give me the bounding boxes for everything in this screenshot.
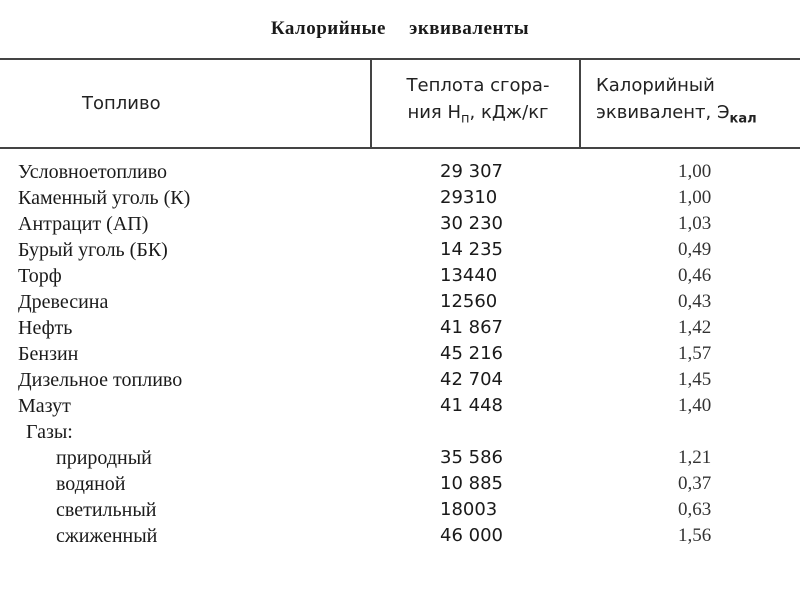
- cal-value: 1,56: [678, 525, 712, 546]
- column-header-heat-line2: [378, 99, 578, 133]
- table-row: [0, 187, 800, 213]
- table-body: [0, 161, 800, 551]
- cal-label: эквивалент, Э: [596, 102, 730, 123]
- fuel-name: Бензин: [18, 343, 79, 365]
- table-row: [0, 161, 800, 187]
- heat-value: 18003: [440, 499, 498, 520]
- table-row: [0, 265, 800, 291]
- table-row: [0, 239, 800, 265]
- fuel-name: Торф: [18, 265, 62, 287]
- column-header-calorific: [586, 72, 800, 133]
- heat-unit: , кДж/кг: [469, 102, 549, 123]
- table-row: [0, 447, 800, 473]
- table-row: [0, 369, 800, 395]
- heat-value: 46 000: [440, 525, 503, 546]
- cal-value: 0,37: [678, 473, 712, 494]
- column-header-heat: [378, 72, 578, 133]
- heat-subscript: п: [461, 111, 470, 127]
- cal-value: 1,40: [678, 395, 712, 416]
- column-header-heat-line1: Теплота сгора-: [406, 75, 550, 96]
- table-row: [0, 343, 800, 369]
- heat-value: 29 307: [440, 161, 503, 182]
- heat-value: 10 885: [440, 473, 503, 494]
- header-bottom-rule: [0, 147, 800, 149]
- table-row: [0, 291, 800, 317]
- cal-subscript: кал: [729, 111, 757, 127]
- fuel-name: Древесина: [18, 291, 109, 313]
- table-row: [0, 525, 800, 551]
- cal-value: 1,21: [678, 447, 712, 468]
- header-divider-1: [370, 58, 372, 148]
- fuel-name: Антрацит (АП): [18, 213, 149, 235]
- table-row: [0, 473, 800, 499]
- cal-value: 1,45: [678, 369, 712, 390]
- cal-value: 0,49: [678, 239, 712, 260]
- cal-value: 1,03: [678, 213, 712, 234]
- heat-value: 45 216: [440, 343, 503, 364]
- fuel-name: Каменный уголь (К): [18, 187, 191, 209]
- fuel-name: природный: [56, 447, 152, 469]
- cal-value: 1,57: [678, 343, 712, 364]
- heat-value: 29310: [440, 187, 498, 208]
- column-header-cal-line1: Калорийный: [596, 75, 715, 96]
- fuel-name: сжиженный: [56, 525, 158, 547]
- fuel-name: Дизельное топливо: [18, 369, 183, 391]
- header-divider-2: [579, 58, 581, 148]
- table-top-rule: [0, 58, 800, 60]
- fuel-name: Условноетопливо: [18, 161, 168, 183]
- column-header-fuel: Топливо: [82, 93, 161, 114]
- cal-value: 0,43: [678, 291, 712, 312]
- fuel-name: Бурый уголь (БК): [18, 239, 168, 261]
- table-row: [0, 395, 800, 421]
- table-row: [0, 213, 800, 239]
- cal-value: 1,42: [678, 317, 712, 338]
- heat-label: ния H: [407, 102, 462, 123]
- cal-value: 0,63: [678, 499, 712, 520]
- fuel-name: водяной: [56, 473, 126, 495]
- table-title: Калорийные эквиваленты: [270, 18, 530, 39]
- fuel-name: светильный: [56, 499, 157, 521]
- column-header-cal-line2: [596, 99, 800, 133]
- heat-value: 30 230: [440, 213, 503, 234]
- table-row-group-heading: [0, 421, 800, 447]
- cal-value: 0,46: [678, 265, 712, 286]
- table-row: [0, 317, 800, 343]
- heat-value: 12560: [440, 291, 498, 312]
- group-name: Газы:: [26, 421, 73, 443]
- heat-value: 14 235: [440, 239, 503, 260]
- heat-value: 41 448: [440, 395, 503, 416]
- fuel-name: Нефть: [18, 317, 73, 339]
- heat-value: 35 586: [440, 447, 503, 468]
- heat-value: 13440: [440, 265, 498, 286]
- heat-value: 42 704: [440, 369, 503, 390]
- fuel-name: Мазут: [18, 395, 71, 417]
- table-row: [0, 499, 800, 525]
- heat-value: 41 867: [440, 317, 503, 338]
- cal-value: 1,00: [678, 187, 712, 208]
- cal-value: 1,00: [678, 161, 712, 182]
